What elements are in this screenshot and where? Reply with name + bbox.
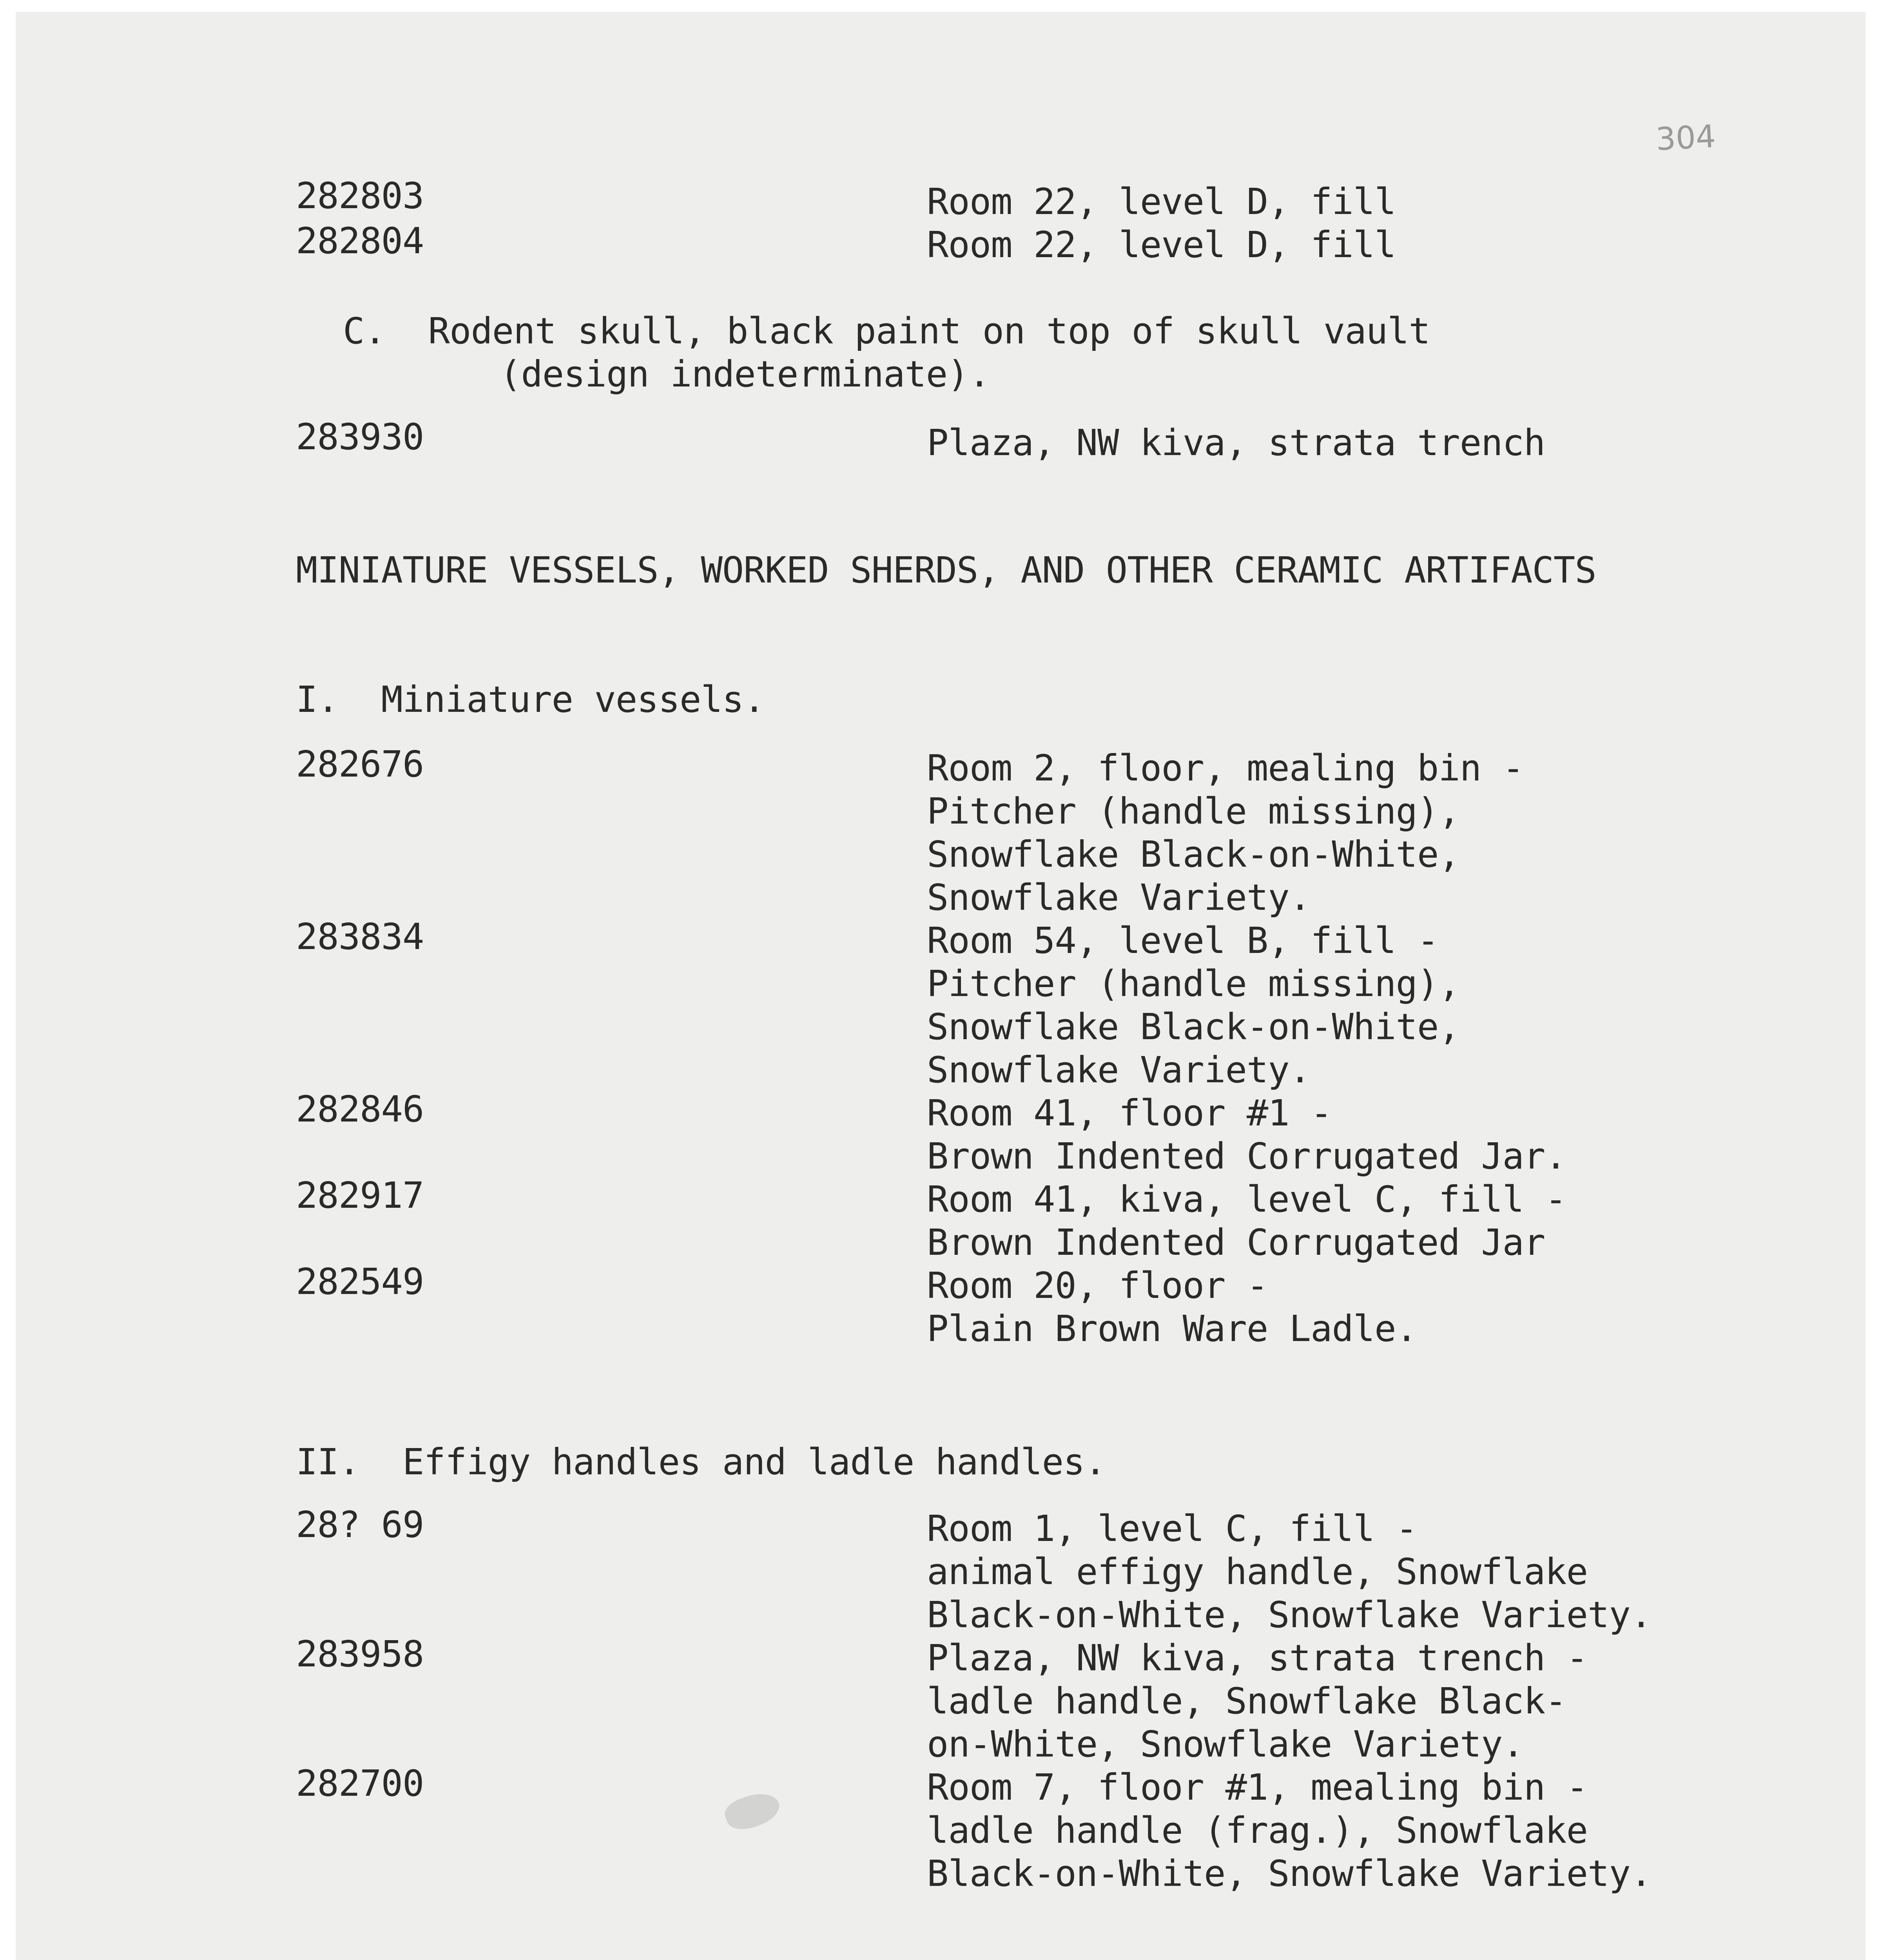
text-line-l2-num: 282804 bbox=[296, 220, 424, 262]
text-line-m4-b: Brown Indented Corrugated Jar bbox=[927, 1221, 1545, 1263]
text-line-c-num: 283930 bbox=[296, 416, 424, 458]
text-line-m1-d: Snowflake Variety. bbox=[927, 877, 1311, 918]
text-line-m2-d: Snowflake Variety. bbox=[927, 1049, 1311, 1091]
text-line-m4-a: Room 41, kiva, level C, fill - bbox=[927, 1178, 1566, 1220]
text-line-s2-head: II. Effigy handles and ladle handles. bbox=[296, 1441, 1106, 1483]
text-line-e1-c: Black-on-White, Snowflake Variety. bbox=[927, 1594, 1652, 1636]
text-line-m3-num: 282846 bbox=[296, 1088, 424, 1130]
text-line-l2-loc: Room 22, level D, fill bbox=[927, 224, 1396, 266]
text-line-m1-b: Pitcher (handle missing), bbox=[927, 790, 1460, 832]
text-line-e2-a: Plaza, NW kiva, strata trench - bbox=[927, 1637, 1588, 1679]
text-line-m1-num: 282676 bbox=[296, 743, 424, 785]
text-line-e2-b: ladle handle, Snowflake Black- bbox=[927, 1680, 1566, 1722]
text-line-c-head1: C. Rodent skull, black paint on top of skull vault bbox=[343, 310, 1430, 352]
text-line-l1-num: 282803 bbox=[296, 175, 424, 217]
text-line-m5-num: 282549 bbox=[296, 1261, 424, 1303]
text-line-m2-num: 283834 bbox=[296, 916, 424, 958]
text-line-l1-loc: Room 22, level D, fill bbox=[927, 181, 1396, 223]
text-line-m3-a: Room 41, floor #1 - bbox=[927, 1092, 1332, 1134]
text-line-m2-a: Room 54, level B, fill - bbox=[927, 920, 1439, 962]
text-line-e3-a: Room 7, floor #1, mealing bin - bbox=[927, 1766, 1588, 1808]
text-line-e3-num: 282700 bbox=[296, 1762, 424, 1804]
text-line-m5-b: Plain Brown Ware Ladle. bbox=[927, 1308, 1417, 1350]
page-number: 304 bbox=[1655, 118, 1717, 158]
text-line-e1-b: animal effigy handle, Snowflake bbox=[927, 1551, 1588, 1593]
text-line-m1-a: Room 2, floor, mealing bin - bbox=[927, 747, 1524, 789]
text-line-e3-c: Black-on-White, Snowflake Variety. bbox=[927, 1853, 1652, 1895]
text-line-e2-c: on-White, Snowflake Variety. bbox=[927, 1723, 1524, 1765]
text-line-heading: MINIATURE VESSELS, WORKED SHERDS, AND OTHER CERAMIC ARTIFACTS bbox=[296, 549, 1596, 591]
text-line-m5-a: Room 20, floor - bbox=[927, 1265, 1268, 1307]
text-line-m4-num: 282917 bbox=[296, 1174, 424, 1216]
text-line-e2-num: 283958 bbox=[296, 1633, 424, 1675]
text-line-s1-head: I. Miniature vessels. bbox=[296, 679, 765, 720]
text-line-c-head2: (design indeterminate). bbox=[500, 353, 990, 395]
text-line-m3-b: Brown Indented Corrugated Jar. bbox=[927, 1135, 1566, 1177]
text-line-e3-b: ladle handle (frag.), Snowflake bbox=[927, 1809, 1588, 1851]
text-line-m2-c: Snowflake Black-on-White, bbox=[927, 1006, 1460, 1048]
text-line-m1-c: Snowflake Black-on-White, bbox=[927, 833, 1460, 875]
text-line-m2-b: Pitcher (handle missing), bbox=[927, 963, 1460, 1005]
text-line-e1-num: 28? 69 bbox=[296, 1504, 424, 1546]
text-line-c-loc: Plaza, NW kiva, strata trench bbox=[927, 422, 1545, 464]
text-line-e1-a: Room 1, level C, fill - bbox=[927, 1508, 1417, 1550]
